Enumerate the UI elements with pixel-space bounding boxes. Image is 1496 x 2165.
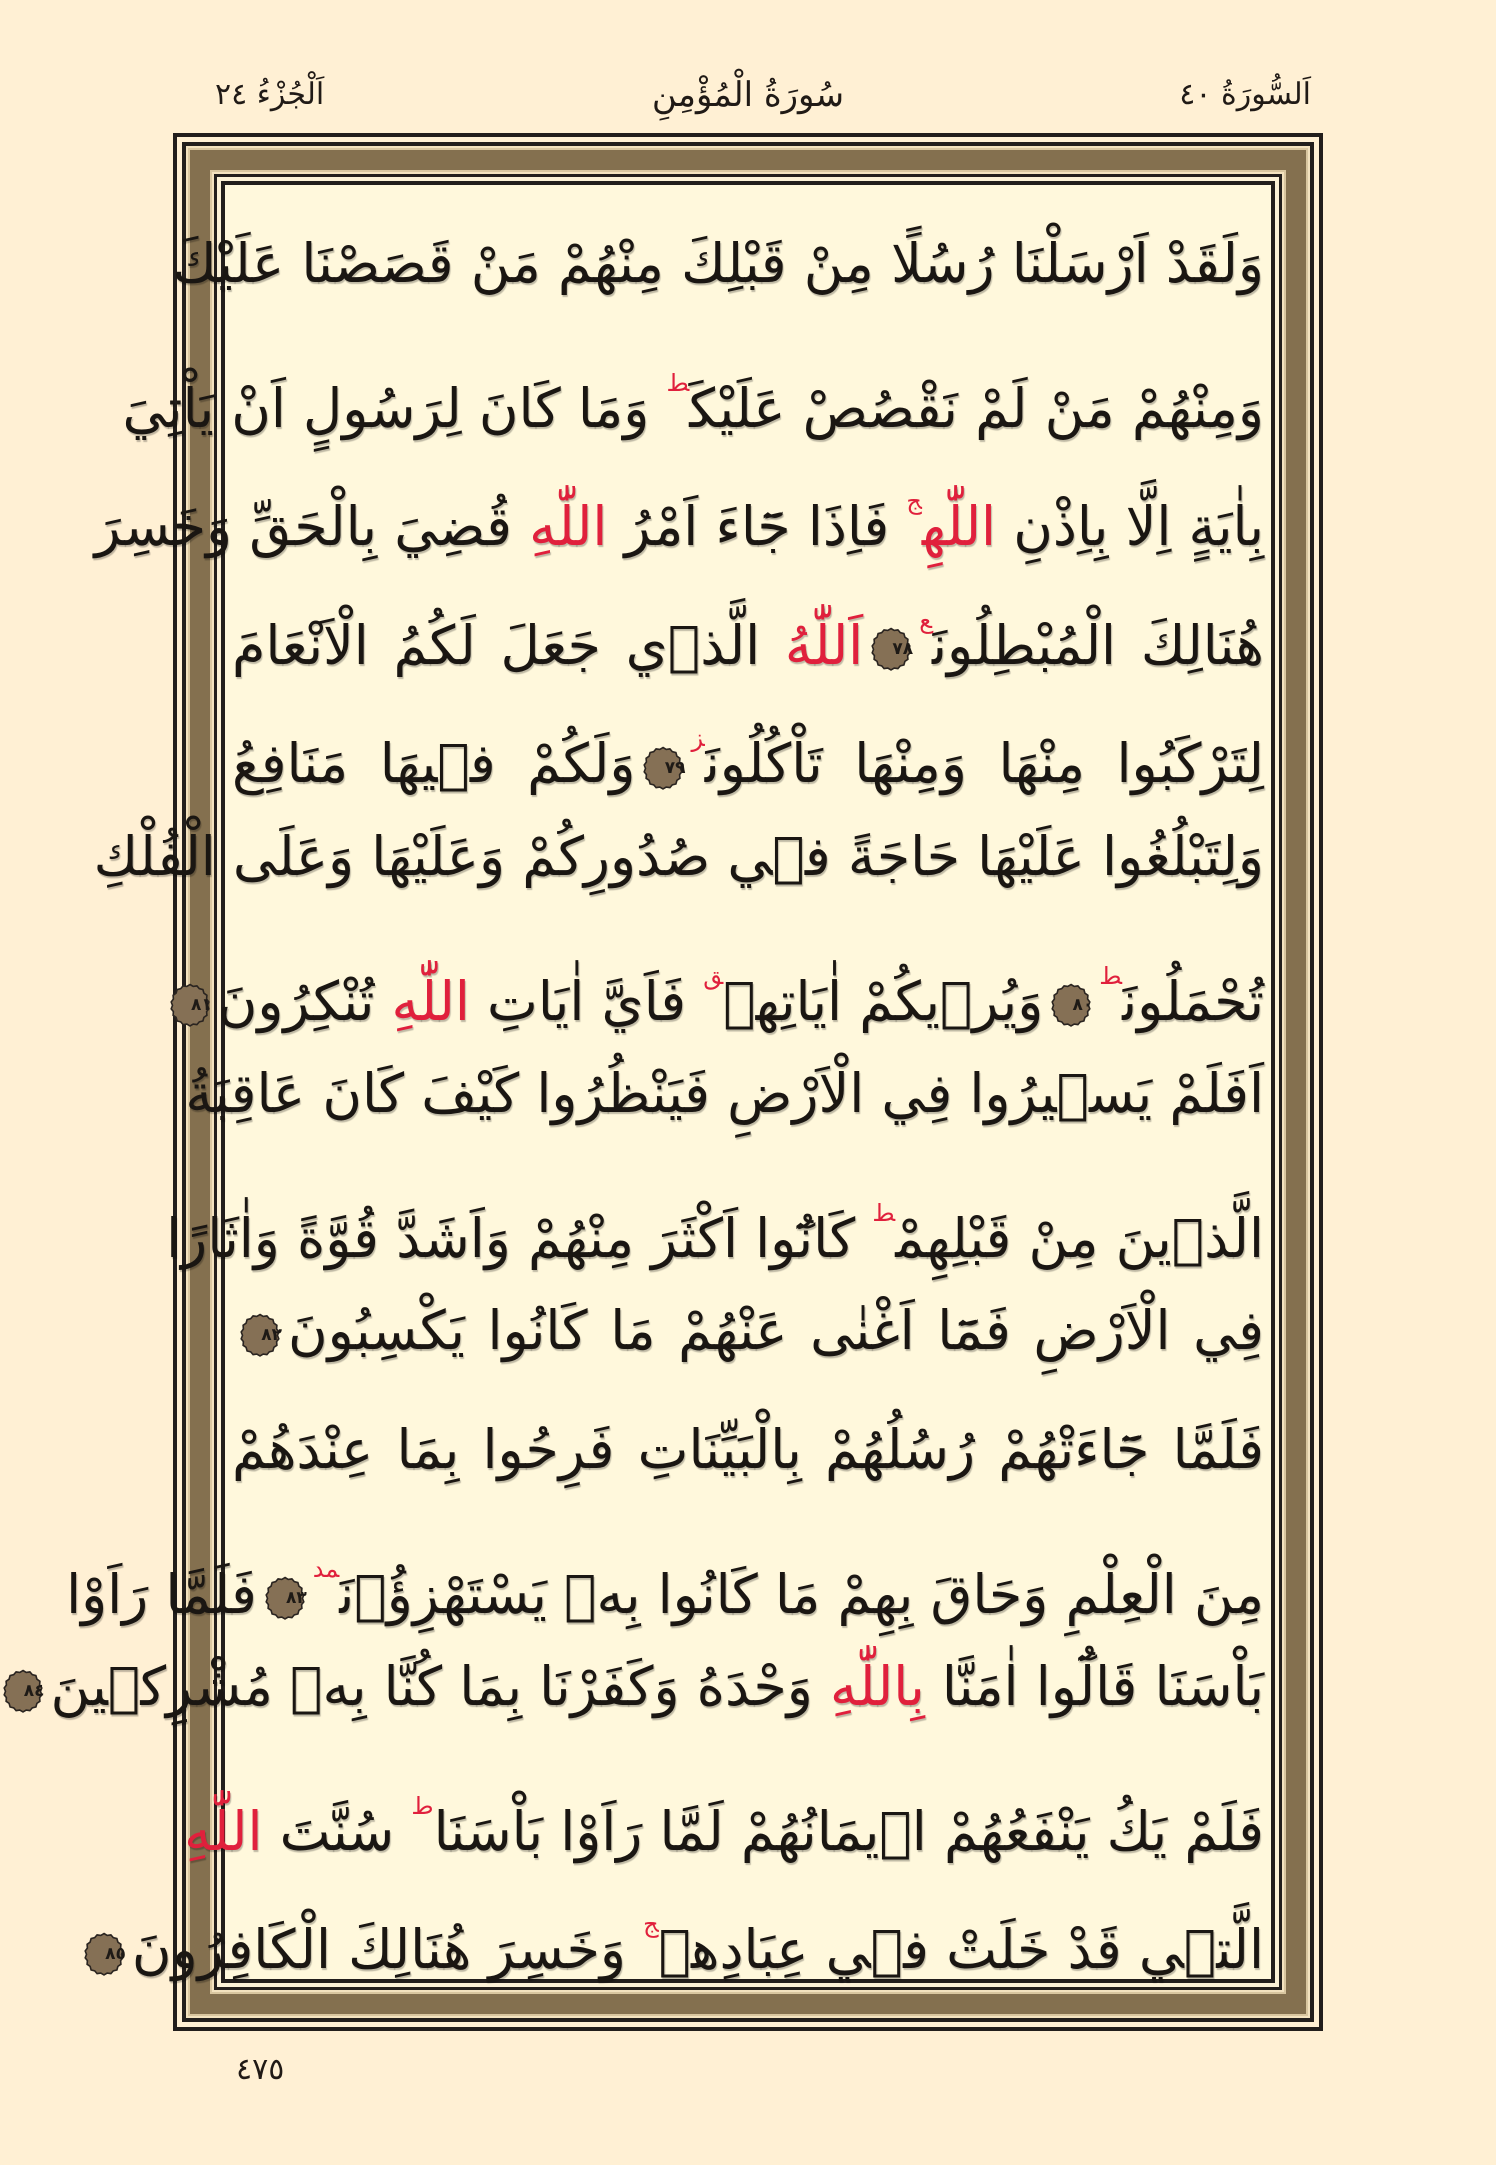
- waqf-sign: ط: [666, 368, 690, 397]
- verse-text: سُنَّتَ: [262, 1799, 412, 1863]
- text-line: [232, 1391, 1264, 1509]
- divine-name: اللّٰهِ: [529, 495, 608, 559]
- ayah-number: ٨٢: [261, 1324, 282, 1345]
- text-line: [23, 1628, 1264, 1746]
- surah-number-label: اَلسُّورَةُ ٤٠: [1179, 77, 1311, 112]
- text-line: [66, 1510, 1264, 1628]
- divine-name: اَللّٰهُ: [784, 613, 864, 677]
- surah-name: سُورَةُ الْمُؤْمِنِ: [651, 75, 845, 115]
- text-line: [232, 561, 1264, 679]
- text-line: [166, 1154, 1264, 1272]
- verse-text: فَاَيَّ اٰيَاتِ: [469, 969, 704, 1033]
- verse-text: الَّذٖي جَعَلَ لَكُمُ الْاَنْعَامَ: [232, 613, 785, 677]
- verse-text: وَيُرٖيكُمْ اٰيَاتِهٖ: [723, 969, 1044, 1033]
- verse-text: وَمِنْهُمْ مَنْ لَمْ نَقْصُصْ عَلَيْكَ: [689, 376, 1264, 440]
- text-line: [94, 442, 1264, 560]
- text-line: [172, 205, 1264, 323]
- page-number: ٤٧٥: [236, 2052, 285, 2087]
- ayah-number: ٨٠: [1072, 994, 1094, 1015]
- waqf-sign: ع: [919, 605, 932, 634]
- verse-text: وَمَا كَانَ لِرَسُولٍ اَنْ يَاْتِيَ: [122, 376, 667, 440]
- verse-text: اَفَلَمْ يَسٖيرُوا فِي الْاَرْضِ فَيَنْظُرُوا كَيْفَ كَانَ عَاقِبَةُ: [185, 1062, 1264, 1126]
- verse-text: تُنْكِرُونَ: [217, 969, 392, 1033]
- divine-name: اللّٰهِ: [184, 1799, 263, 1863]
- verse-text: فَاِذَا جَٓاءَ اَمْرُ: [607, 495, 907, 559]
- verse-text: وَخَسِرَ هُنَالِكَ الْكَافِرُونَ: [131, 1918, 644, 1982]
- text-line: [232, 679, 1264, 797]
- text-line: [122, 324, 1264, 442]
- ayah-number-marker: [1049, 983, 1093, 1027]
- ayah-number: ٧٩: [664, 757, 686, 778]
- text-line: [184, 1747, 1264, 1865]
- verse-text: لِتَرْكَبُوا مِنْهَا وَمِنْهَا تَاْكُلُونَ: [704, 732, 1264, 796]
- text-line: [190, 917, 1264, 1035]
- text-line: [105, 1865, 1264, 1983]
- verse-text: فَلَمَّا رَاَوْا: [66, 1562, 257, 1626]
- verse-text: وَحْدَهُ وَكَفَرْنَا بِمَا كُنَّا بِهٖ مُشْرِكٖينَ: [50, 1655, 830, 1719]
- waqf-sign: مد: [312, 1554, 340, 1583]
- text-line: [185, 1035, 1264, 1153]
- verse-text: وَلَقَدْ اَرْسَلْنَا رُسُلًا مِنْ قَبْلِكَ مِنْهُمْ مَنْ قَصَصْنَا عَلَيْكَ: [172, 232, 1264, 295]
- verse-text: الَّذٖينَ مِنْ قَبْلِهِمْ: [895, 1206, 1264, 1270]
- ayah-number-marker: [168, 983, 212, 1027]
- ayah-number-marker: [238, 1313, 282, 1357]
- waqf-sign: ج: [643, 1910, 659, 1939]
- ayah-number-marker: [82, 1932, 126, 1976]
- verse-text: تُحْمَلُونَ: [1122, 969, 1264, 1033]
- verse-text: فَلَمْ يَكُ يَنْفَعُهُمْ اٖيمَانُهُمْ لَمَّا رَاَوْا بَاْسَنَا: [433, 1799, 1264, 1863]
- verse-text: مِنَ الْعِلْمِ وَحَاقَ بِهِمْ مَا كَانُوا بِهٖ يَسْتَهْزِؤُ۫نَ: [339, 1562, 1264, 1626]
- verse-text: فِي الْاَرْضِ فَمَٓا اَغْنٰى عَنْهُمْ مَا كَانُوا يَكْسِبُونَ: [288, 1299, 1264, 1363]
- ayah-number-marker: [263, 1576, 307, 1620]
- ayah-number: ٨٥: [105, 1943, 126, 1964]
- divine-name: بِاللّٰهِ: [829, 1655, 925, 1719]
- verse-text: وَلِتَبْلُغُوا عَلَيْهَا حَاجَةً فٖي صُدُورِكُمْ وَعَلَيْهَا وَعَلَى الْفُلْكِ: [93, 825, 1264, 888]
- page-header: [0, 70, 1496, 120]
- verse-text: بِاٰيَةٍ اِلَّا بِاِذْنِ: [996, 495, 1264, 559]
- waqf-sign: ط: [411, 1791, 434, 1820]
- waqf-sign: ط: [872, 1198, 896, 1227]
- waqf-sign: ط: [1099, 961, 1123, 990]
- verse-text: بَاْسَنَا قَالُٓوا اٰمَنَّا: [924, 1655, 1264, 1719]
- ayah-number-marker: [869, 627, 913, 671]
- juz-label: اَلْجُزْءُ ٢٤: [215, 77, 325, 112]
- ayah-number: ٨٤: [23, 1680, 45, 1701]
- waqf-sign: ق: [703, 961, 724, 990]
- ayah-number: ٧٨: [892, 639, 914, 660]
- ayah-number-marker: [1, 1669, 45, 1713]
- waqf-sign: ز: [691, 724, 705, 753]
- ayah-number: ٨١: [190, 994, 212, 1015]
- verse-text: الَّتٖي قَدْ خَلَتْ فٖي عِبَادِهٖ: [658, 1918, 1264, 1982]
- verse-text: قُضِيَ بِالْحَقِّ وَخَسِرَ: [94, 495, 530, 559]
- text-line: [232, 1272, 1264, 1390]
- waqf-sign: ج: [906, 487, 922, 516]
- verse-text: كَانُٓوا اَكْثَرَ مِنْهُمْ وَاَشَدَّ قُوَّةً وَاٰثَارًا: [166, 1206, 873, 1270]
- verse-text: هُنَالِكَ الْمُبْطِلُونَ: [931, 613, 1264, 677]
- quran-text-area: [23, 205, 1264, 1985]
- ayah-number-marker: [641, 746, 685, 790]
- ayah-number: ٨٣: [286, 1587, 307, 1608]
- verse-text: وَلَكُمْ فٖيهَا مَنَافِعُ: [232, 732, 636, 796]
- divine-name: اللّٰهِ: [921, 495, 997, 559]
- divine-name: اللّٰهِ: [391, 969, 470, 1033]
- verse-text: فَلَمَّا جَٓاءَتْهُمْ رُسُلُهُمْ بِالْبَيِّنَاتِ فَرِحُوا بِمَا عِنْدَهُمْ: [232, 1418, 1264, 1481]
- text-line: [93, 798, 1264, 916]
